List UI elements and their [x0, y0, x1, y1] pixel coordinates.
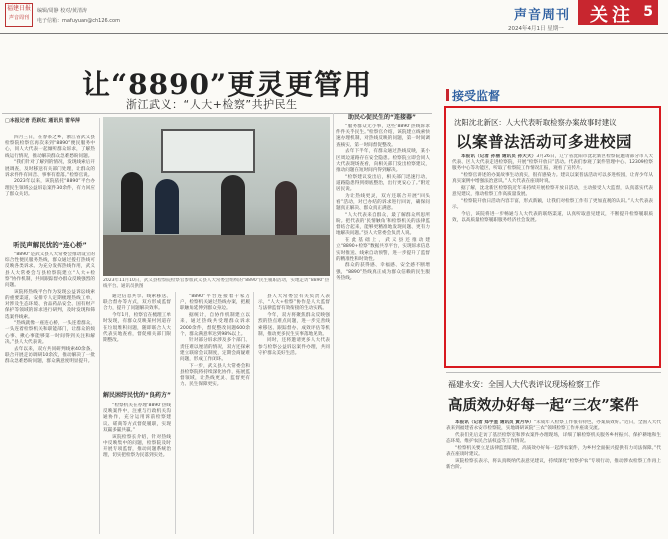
logo-top-text: 福建日报 [6, 5, 31, 12]
date-line: 2024年4月1日 星期一 [508, 26, 564, 32]
header-rule [0, 33, 668, 34]
lower-paragraph-2: 代表们先后走访了基层检察室和涉农案件办理现场，详细了解检察机关服务乡村振兴、保护耕地和生态环境、维护农民合法权益等工作情况。 [446, 432, 661, 445]
photo-person-3 [221, 175, 245, 235]
photo-desk [103, 235, 330, 276]
photo-person-4 [275, 181, 297, 236]
main-subhead-3: 解民困纾民忧的“良药方” [103, 392, 171, 399]
column-divider-3 [253, 292, 254, 534]
boxed-article [444, 106, 661, 368]
byline: □本报记者 范跃红 通讯员 雷华萍 [5, 118, 80, 124]
right-divider [446, 372, 661, 373]
main-column-5: “服务群众无小事，这些‘8890’热线诉求件件关乎民生。”检察官介绍，该院建立线索快速办理机制，对热线反映的问题，第一时间调查核实、第一时间督促整改。 去年下半年，有群众通过热线反映，某小区周边道路存在安全隐患。检察院立即会同人大代表现场查看，向相关部门发出检察建议，推动问题在短时间内得到解决。 “检察建议发出后，相关部门迅速行动，道路隐患得到彻底整治，出行更安心了。”附近居民说。 为让热线更灵，双方还联合开展“回头看”活动，对已办结的诉求进行回访，确保问题真正解决、群众真正满意。 “人大代表来自群众，最了解群众所思所盼。把代表的‘民情触角’和检察机关的法律监督结合起来，能够更精准地发现问题、更有力地解决问题。”县人大常委会负责人说。 在此基础上，武义县还推动建立“8890+检察”数据共享平台，实现诉求信息实时推送、线索自动预警，进一步提升了监督的精准性和时效性。 群众的获得感、幸福感、安全感不断增强，“8890”热线真正成为群众信赖的民生服务热线。 [336, 124, 430, 281]
main-column-3: “8890”平台连接着千家万户，检察机关通过热线办案，把履职触角延伸到群众身边。 据统计，自协作机制建立以来，通过热线共受理群众诉求2000余件，督促整改问题600余个，群众满意率达到98%以上。 针对部分诉求涉及多个部门、责任难以厘清的情况，双方还探索建立联席会议制度，定期会商疑难问题，形成工作闭环。 下一步，武义县人大常委会和县检察院将持续深化协作，拓展监督领域，让热线更灵、监督更有力、民生保障更实。 [180, 294, 250, 388]
column-tag-text: 接受监督 [452, 89, 501, 103]
editor-line: 编辑/周静 校对/黄清涛 [37, 8, 87, 14]
photo-person-1 [121, 172, 143, 232]
column-tag-bar [446, 86, 662, 104]
news-photo [103, 117, 330, 276]
photo-screen [161, 129, 255, 173]
email-line: 电子信箱：mafuyuan@ch126.com [37, 18, 120, 24]
column-divider-1 [99, 118, 100, 534]
boxed-paragraph-5: 今后，该院将进一步畅通与人大代表的联络渠道，认真听取意见建议，不断提升检察履职质效，以高质量检察履职服务经济社会发展。 [452, 211, 653, 224]
newspaper-logo [5, 3, 33, 27]
lower-byline: 本报讯（记者 郑宇星 通讯员 黄月华） [455, 420, 534, 425]
photo-person-2 [155, 179, 179, 234]
page-header [0, 0, 668, 34]
brand-name: 声音周刊 [514, 8, 571, 23]
lower-paragraph-1: “未成年人检察工作很有特色，办案质效好。”近日，全国人大代表来到福建省永安市检察院，实地调研该院“三农”领域检察工作并座谈交流。 [446, 420, 661, 432]
main-column-4: 县人大常委会有关负责人表示，“人大+检察”协作是人大监督与法律监督有效衔接的生动实践。 今年，双方将聚焦群众反映强烈的热点难点问题，进一步完善线索移送、跟踪督办、成效评估等机制，推动更多民生实事落地见效。 同时，还将邀请更多人大代表参与检察公益诉讼案件办理，共同守护群众美好生活。 [258, 294, 330, 356]
boxed-kicker: 沈阳沈北新区：人大代表听取检察办案故事时建议 [454, 118, 617, 127]
boxed-paragraph-2: “检察官讲述的办案故事生动真实，很有感染力。建议以案普法活动可以多进校园，让青少年从真实案例中增强法治意识。”人大代表在座谈时说。 [452, 173, 653, 185]
boxed-paragraph-4: “检察院开放日活动内容丰富，形式新颖，让我们对检察工作有了更加直观的认识。”人大代表表示。 [452, 198, 653, 211]
boxed-paragraph-1: 3月26日，辽宁省沈阳市沈北新区检察院邀请部分市人大代表、区人大代表走进检察院，开展“检察开放日”活动。代表们参观了案件管理中心、12309检察服务中心等功能区，听取了检察院工作情况汇报，观看了宣传片。 [452, 154, 653, 172]
main-column-1: 四月三日，在春茶之乡，浙江省武义县检察院检察官再次来到“8890”便民服务中心，同人大代表一起倾听群众诉求，了解热线运行情况，推动解决群众急难愁盼问题。 “我们针对了解到的情况，发现线索后开展调查，及时移送有关部门处理，让群众的诉求件件有回音、事事有着落。”检察官说。 2023年以来，该院依托“8890”平台办理民生领域公益诉讼案件30余件，有力回应了群众关切。 [5, 135, 95, 197]
page-number: 5 [643, 4, 653, 20]
main-column-1b: “8890”是武义县人大常委会推动设立的综合性便民服务热线，群众通过拨打热线可反映各类诉求。为充分发挥热线作用，武义县人大常委会与县检察院建立“人大+检察”协作机制，共同跟踪督办群众反映强烈的问题。 该院将热线平台作为发现公益诉讼线索的重要渠道，安排专人定期梳理热线工单，对涉及生态环境、食品药品安全、国有财产保护等领域的诉求进行研判，及时发现和筛选案件线索。 “热线就像一座连心桥，一头连着群众，一头连着检察机关和职能部门，让群众的烦心事、揪心事能够第一时间得到关注和解决。”县人大代表说。 去年以来，双方共同研判线索40余条，联合开展走访调研10余次，推动解决了一批群众急难愁盼问题，群众满意度明显提升。 [5, 252, 95, 364]
boxed-byline: 本报讯（记者 孙丽 通讯员 孙天天） [461, 154, 537, 159]
column-divider-4 [333, 113, 334, 534]
main-column-2: 通过信息共享、线索移送、联合督办等方式，双方形成监督合力，提升了问题解决效率。 今年1月，检察官在梳理工单时发现，有群众反映某村河道存在垃圾堆积问题，随即联合人大代表实地查看，督促相关部门限期整改。 [103, 294, 171, 343]
main-subhead-1: 听民声解民忧的“连心桥” [13, 241, 87, 249]
main-subhead-2: 助民心促民生的“连接器” [348, 114, 416, 121]
lower-kicker: 福建永安：全国人大代表评议现场检察工作 [448, 380, 600, 389]
main-column-2b: “检察机关在办理‘8890’热线反映案件中，注重与行政机关沟通协作，充分运用诉前检察建议、磋商等方式督促履职，实现双赢多赢共赢。” 该院检察长介绍，针对热线中反映集中的问题，检察院及时开展专项监督，推动问题系统治理，切实把检察为民落到实处。 [103, 403, 171, 459]
lower-paragraph-3: “检察机关要立足法律监督职能，高质效办好每一起涉农案件，为乡村全面振兴提供有力司法保障。”代表在座谈时建议。 [446, 445, 661, 458]
logo-name-text: 声音周刊 [8, 15, 29, 21]
boxed-headline: 以案普法活动可多进校园 [456, 132, 633, 151]
lower-paragraph-4: 该院检察长表示，将认真吸纳代表意见建议，持续深化“检察护农”专项行动，推动涉农检察工作再上新台阶。 [446, 458, 661, 470]
lower-body [446, 420, 661, 534]
main-headline: 让“8890”更灵更管用 [82, 68, 373, 101]
boxed-paragraph-3: 据了解，沈北新区检察院近年来持续开展检察开放日活动，主动接受人大监督，认真落实代表意见建议，推动检察工作高质量发展。 [452, 186, 653, 198]
column-divider-2 [175, 292, 176, 534]
main-subheadline: 浙江武义：“人大+检察”共护民生 [126, 98, 298, 111]
section-tag-text: 关注 [590, 5, 634, 26]
column-tag-bullet [446, 89, 449, 101]
photo-caption: 2023年11月10日，武义县检察院检察官参加武义县人大常委会组织的“8890”民生履职活动，实地走访“8890”热线平台。通讯员供图 [103, 278, 330, 289]
section-tag [578, 0, 658, 25]
boxed-body [452, 154, 653, 364]
lower-headline: 高质效办好每一起“三农”案件 [448, 397, 639, 414]
